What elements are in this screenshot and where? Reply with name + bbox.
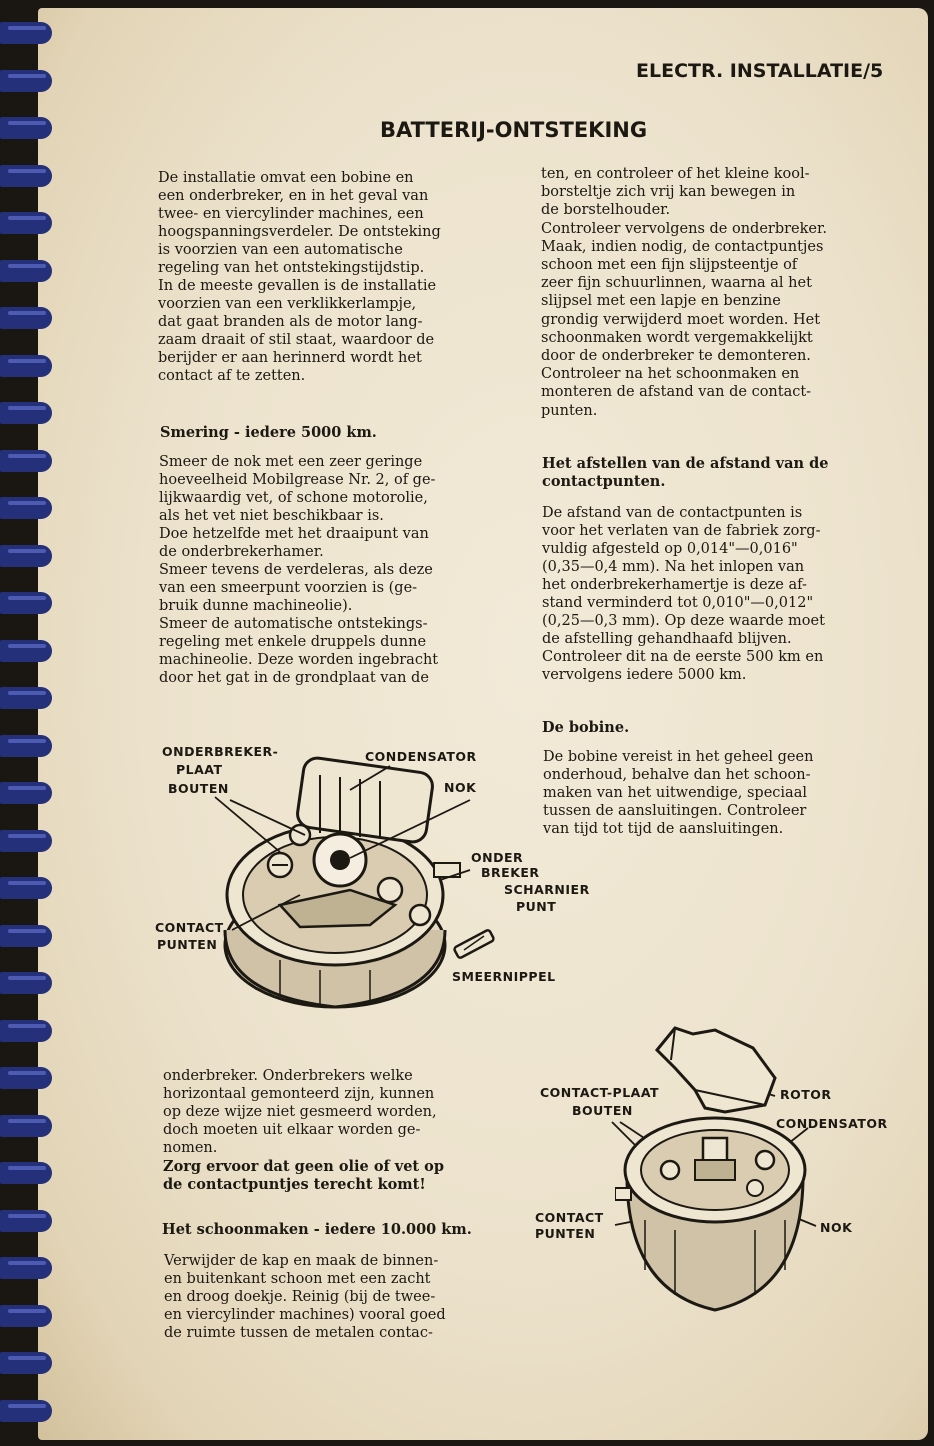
text-line: vervolgens iedere 5000 km. (542, 667, 747, 683)
text-line: punten. (541, 402, 598, 419)
text-line: tussen de aansluitingen. Controleer (543, 803, 807, 819)
heading-smering: Smering - iedere 5000 km. (160, 424, 377, 441)
text-line: grondig verwijderd moet worden. Het (541, 311, 821, 328)
text-line: contact af te zetten. (158, 368, 306, 384)
text-line: van een smeerpunt voorzien is (ge- (159, 580, 418, 596)
heading-afstellen-1: Het afstellen van de afstand van de (542, 455, 829, 472)
label-pivot-4: PUNT (516, 899, 557, 914)
label-plate-bolts-2: PLAAT (176, 762, 223, 777)
text-line: zaam draait of stil staat, waardoor de (158, 332, 435, 348)
text-line: lijkwaardig vet, of schone motorolie, (159, 490, 428, 506)
text-line: (0,25—0,3 mm). Op deze waarde moet (542, 613, 825, 629)
text-line: borsteltje zich vrij kan bewegen in (541, 184, 796, 201)
text-line: is voorzien van een automatische (158, 242, 403, 258)
text-line: het onderbrekerhamertje is deze af- (542, 577, 807, 593)
text-line: dat gaat branden als de motor lang- (158, 314, 423, 330)
text-line: als het vet niet beschikbaar is. (159, 508, 384, 524)
text-line: zeer fijn schuurlinnen, waarna al het (541, 275, 812, 292)
text-line: slijpsel met een lapje en benzine (541, 293, 781, 310)
running-header: ELECTR. INSTALLATIE/5 (636, 60, 884, 82)
text-line: horizontaal gemonteerd zijn, kunnen (163, 1086, 435, 1102)
text-line: en droog doekje. Reinig (bij de twee- (164, 1289, 436, 1305)
heading-schoonmaken: Het schoonmaken - iedere 10.000 km. (162, 1221, 472, 1238)
text-line: Smeer de automatische ontstekings- (159, 616, 428, 632)
text-line: een onderbreker, en in het geval van (158, 188, 429, 204)
text-line: (0,35—0,4 mm). Na het inlopen van (542, 559, 805, 575)
text-line: Smeer tevens de verdeleras, als deze (159, 562, 433, 578)
text-line: Zorg ervoor dat geen olie of vet op (163, 1158, 444, 1175)
label-condensator: CONDENSATOR (365, 749, 477, 764)
label-nok-2: NOK (820, 1220, 853, 1235)
text-line: bruik dunne machineolie). (159, 598, 353, 614)
label-contacts-1: CONTACT (155, 920, 224, 935)
text-line: de onderbrekerhamer. (159, 544, 324, 560)
text-line: In de meeste gevallen is de installatie (158, 278, 437, 294)
text-line: De installatie omvat een bobine en (158, 170, 414, 186)
text-line: op deze wijze niet gesmeerd worden, (163, 1104, 437, 1120)
heading-bobine: De bobine. (542, 719, 630, 736)
text-line: Verwijder de kap en maak de binnen- (164, 1253, 439, 1269)
text-line: monteren de afstand van de contact- (541, 384, 812, 401)
text-line: machineolie. Deze worden ingebracht (159, 652, 439, 668)
label-plate-bolts-3: BOUTEN (168, 781, 229, 796)
distributor-illustration (615, 1020, 815, 1320)
text-line: Controleer na het schoonmaken en (541, 366, 800, 383)
text-line: hoogspanningsverdeler. De ontsteking (158, 224, 441, 240)
text-line: schoonmaken wordt vergemakkelijkt (541, 329, 813, 346)
text-line: doch moeten uit elkaar worden ge- (163, 1122, 421, 1138)
label-rotor: ROTOR (780, 1087, 832, 1102)
text-line: hoeveelheid Mobilgrease Nr. 2, of ge- (159, 472, 436, 488)
text-line: regeling met enkele druppels dunne (159, 634, 427, 650)
text-line: De afstand van de contactpunten is (542, 505, 803, 521)
text-line: regeling van het ontstekingstijdstip. (158, 260, 425, 276)
label-contact-plate-bolts-2: BOUTEN (572, 1103, 633, 1118)
label-plate-bolts-1: ONDERBREKER- (162, 744, 279, 759)
text-line: vuldig afgesteld op 0,014"—0,016" (542, 541, 798, 557)
text-line: twee- en viercylinder machines, een (158, 206, 424, 222)
text-line: Maak, indien nodig, de contactpuntjes (541, 238, 824, 255)
text-line: voor het verlaten van de fabriek zorg- (542, 523, 821, 539)
text-line: en buitenkant schoon met een zacht (164, 1271, 431, 1287)
label-contact-plate-bolts-1: CONTACT-PLAAT (540, 1085, 660, 1100)
text-line: door de onderbreker te demonteren. (541, 348, 811, 364)
text-line: onderhoud, behalve dan het schoon- (543, 767, 811, 783)
text-line: nomen. (163, 1140, 218, 1156)
label-pivot-2: BREKER (481, 865, 540, 880)
heading-afstellen-2: contactpunten. (542, 473, 666, 490)
text-line: en viercylinder machines) vooral goed (164, 1307, 446, 1323)
page-title: BATTERIJ-ONTSTEKING (380, 118, 648, 142)
text-line: De bobine vereist in het geheel geen (543, 749, 814, 765)
label-nok: NOK (444, 780, 477, 795)
label-condensator-2: CONDENSATOR (776, 1116, 888, 1131)
text-line: Controleer vervolgens de onderbreker. (541, 220, 827, 237)
text-line: door het gat in de grondplaat van de (159, 670, 429, 686)
text-line: berijder er aan herinnerd wordt het (158, 350, 422, 366)
text-line: Smeer de nok met een zeer geringe (159, 454, 423, 470)
text-line: de contactpuntjes terecht komt! (163, 1176, 426, 1193)
text-line: onderbreker. Onderbrekers welke (163, 1068, 413, 1084)
text-line: schoon met een fijn slijpsteentje of (541, 257, 798, 273)
text-line: van tijd tot tijd de aansluitingen. (543, 821, 784, 837)
text-line: voorzien van een verklikkerlampje, (158, 296, 417, 312)
text-line: Doe hetzelfde met het draaipunt van (159, 526, 429, 542)
text-line: de afstelling gehandhaafd blijven. (542, 631, 792, 647)
label-contacts-2b: PUNTEN (535, 1226, 596, 1241)
text-line: de borstelhouder. (541, 202, 671, 219)
text-line: de ruimte tussen de metalen contac- (164, 1325, 433, 1341)
text-line: maken van het uitwendige, speciaal (543, 785, 807, 801)
label-contacts-2a: CONTACT (535, 1210, 604, 1225)
label-pivot-1: ONDER (471, 850, 524, 865)
text-line: ten, en controleer of het kleine kool- (541, 166, 810, 182)
label-smeernippel: SMEERNIPPEL (452, 969, 556, 984)
label-contacts-2: PUNTEN (157, 937, 218, 952)
text-line: stand verminderd tot 0,010"—0,012" (542, 595, 814, 611)
label-pivot-3: SCHARNIER (504, 882, 590, 897)
text-line: Controleer dit na de eerste 500 km en (542, 649, 824, 665)
